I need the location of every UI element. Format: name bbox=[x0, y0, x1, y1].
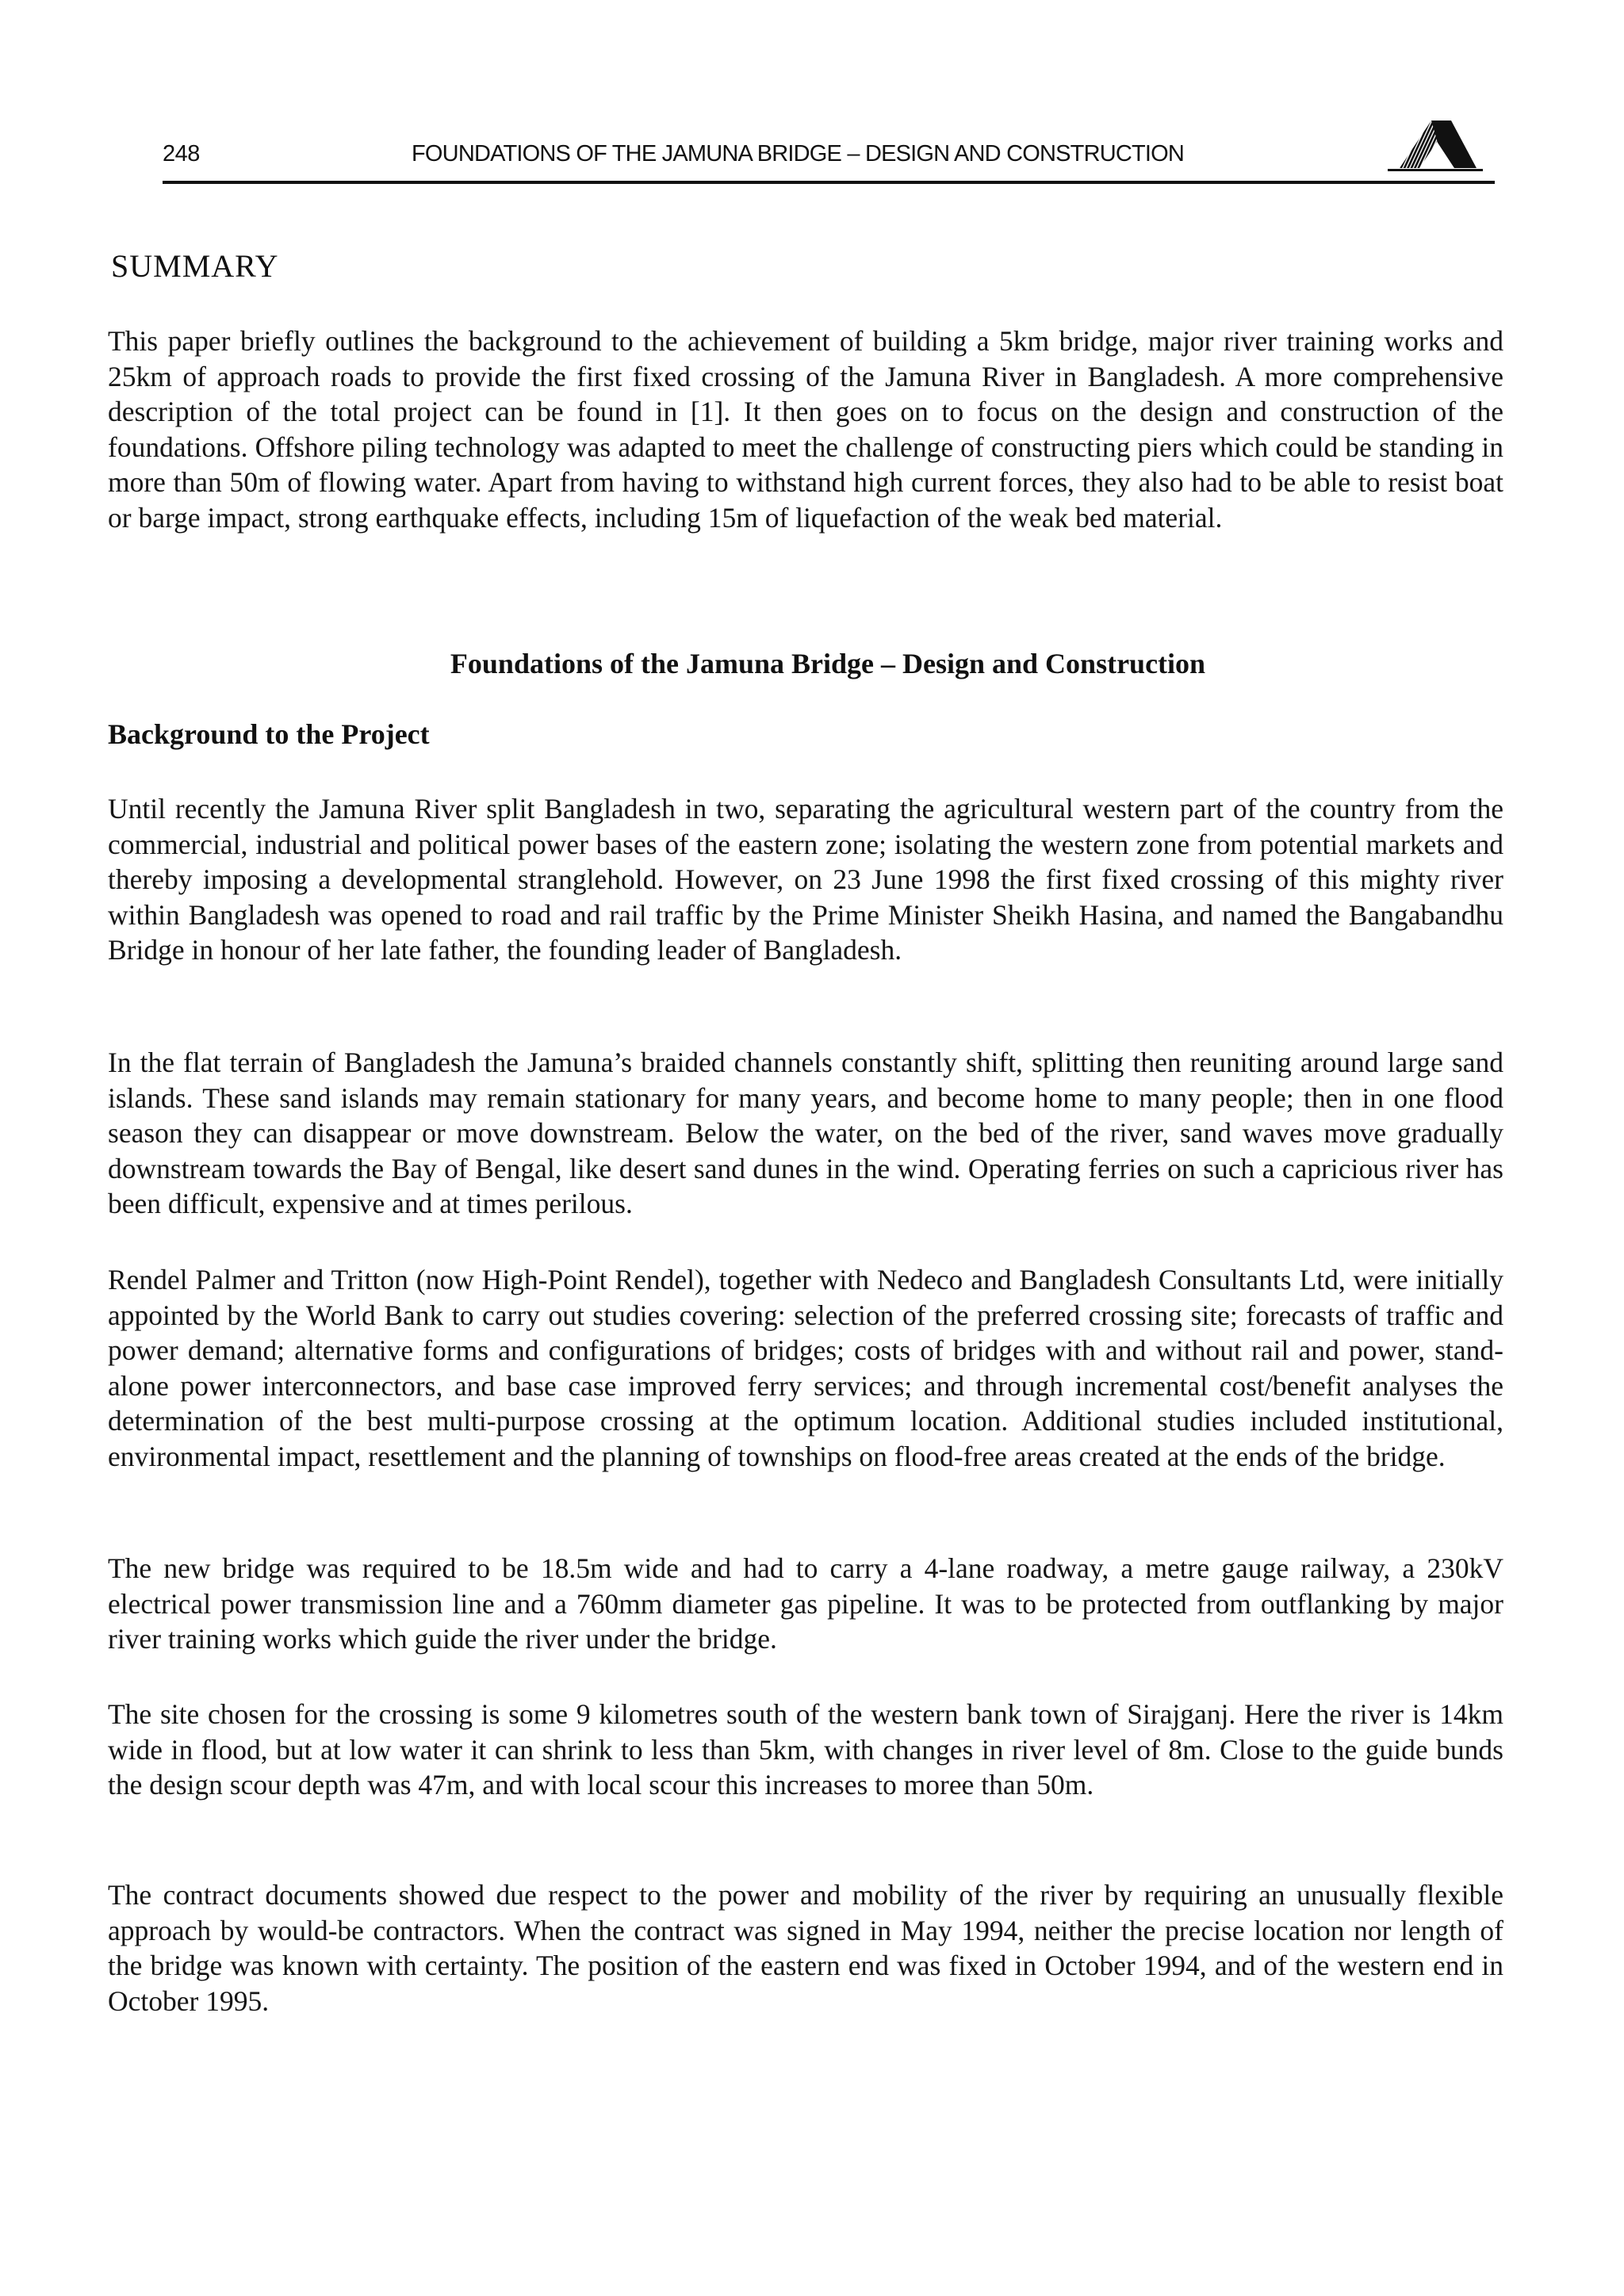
summary-paragraph: This paper briefly outlines the background to the achievement of building a 5km bridge, major river training works and 25km of approach roads to provide the first fixed crossing of the Jamuna River in Bangladesh. A more comprehensive description of the total project can be found in [1]. It then goes on to focus on the design and construction of the foundations. Offshore piling technology was adapted to meet the challenge of constructing piers which could be standing in more than 50m of flowing water. Apart from having to withstand high current forces, they also had to be able to resist boat or barge impact, strong earthquake effects, including 15m of liquefaction of the weak bed material. bbox=[108, 325, 1503, 534]
body-paragraph: The site chosen for the crossing is some 9 kilometres south of the western bank town of Sirajganj. Here the river is 14km wide in flood, but at low water it can shrink to less than 5km, with changes in river level of 8m. Close to the guide bunds the design scour depth was 47m, and with local scour this increases to moree than 50m. bbox=[108, 1698, 1503, 1800]
body-paragraph: The new bridge was required to be 18.5m wide and had to carry a 4-lane roadway, a metre gauge railway, a 230kV electrical power transmission line and a 760mm diameter gas pipeline. It was to be protected from outflanking by major river training works which guide the river under the bridge. bbox=[108, 1552, 1503, 1655]
section-heading-background: Background to the Project bbox=[108, 718, 430, 750]
body-paragraph: The contract documents showed due respect to the power and mobility of the river by requiring an unusually flexible approach by would-be contractors. When the contract was signed in May 1994, neither the precise location nor length of the bridge was known with certainty. The position of the eastern end was fixed in October 1994, and of the western end in October 1995. bbox=[108, 1879, 1503, 2017]
header-rule bbox=[163, 181, 1495, 184]
body-paragraph: In the flat terrain of Bangladesh the Jamuna’s braided channels constantly shift, splitting then reuniting around large sand islands. These sand islands may remain stationary for many years, and become home to many people; then in one flood season they can disappear or move downstream. Below the water, on the bed of the river, sand waves move gradually downstream towards the Bay of Bengal, like desert sand dunes in the wind. Operating ferries on such a capricious river has been difficult, expensive and at times perilous. bbox=[108, 1047, 1503, 1219]
page-number: 248 bbox=[163, 141, 200, 166]
body-paragraph: Rendel Palmer and Tritton (now High-Point Rendel), together with Nedeco and Bangladesh Consultants Ltd, were initially appointed by the World Bank to carry out studies covering: selection of the preferred crossing site; forecasts of traffic and power demand; alternative forms and configurations of bridges; costs of bridges with and without rail and power, stand-alone power interconnectors, and base case improved ferry services; and through incremental cost/benefit analyses the determination of the best multi-purpose crossing at the optimum location. Additional studies included institutional, environmental impact, resettlement and the planning of townships on flood-free areas created at the ends of the bridge. bbox=[108, 1264, 1503, 1472]
paper-title: Foundations of the Jamuna Bridge – Design and Construction bbox=[450, 648, 1206, 679]
running-title: FOUNDATIONS OF THE JAMUNA BRIDGE – DESIGN AND CONSTRUCTION bbox=[412, 141, 1185, 166]
summary-heading: SUMMARY bbox=[111, 248, 279, 284]
publisher-a-logo-icon bbox=[1388, 119, 1483, 171]
running-header bbox=[163, 127, 1495, 182]
body-paragraph: Until recently the Jamuna River split Bangladesh in two, separating the agricultural western part of the country from the commercial, industrial and political power bases of the eastern zone; isolating the western zone from potential markets and thereby imposing a developmental stranglehold. However, on 23 June 1998 the first fixed crossing of this mighty river within Bangladesh was opened to road and rail traffic by the Prime Minister Sheikh Hasina, and named the Bangabandhu Bridge in honour of her late father, the founding leader of Bangladesh. bbox=[108, 793, 1503, 966]
